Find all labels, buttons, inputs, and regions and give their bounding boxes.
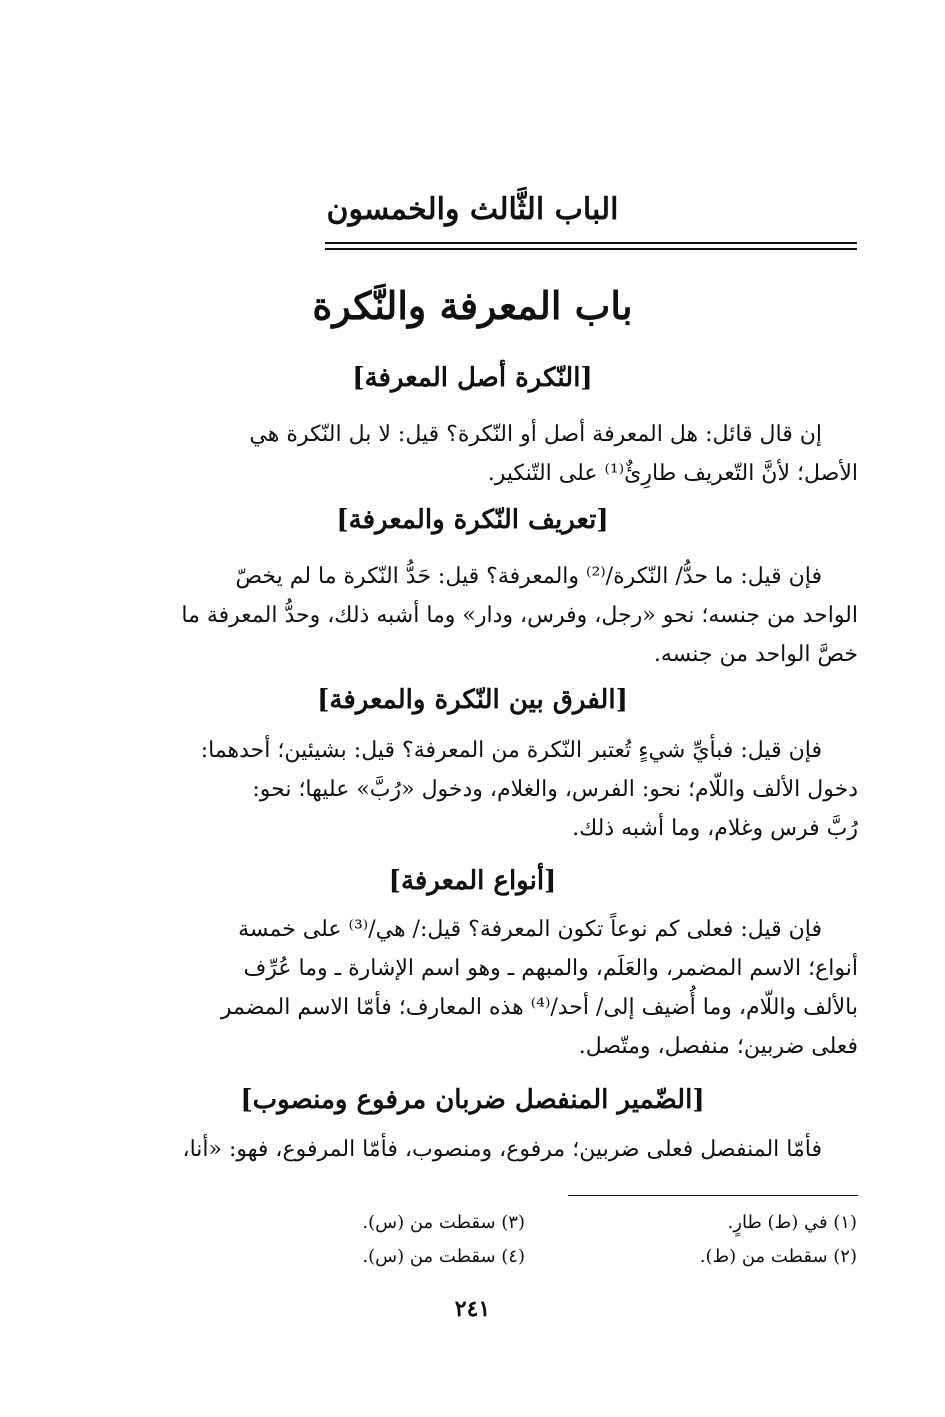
- text-line: فعلى ضربين؛ منفصل، ومتّصل.: [578, 1034, 858, 1059]
- page-number: ٢٤١: [454, 1296, 491, 1322]
- heading-anwa: [أنواع المعرفة]: [388, 866, 557, 896]
- heading-farq: [الفرق بين النّكرة والمعرفة]: [317, 685, 628, 715]
- paragraph-tarif: [88, 557, 858, 674]
- footnote-2: (٢) سقطت من (ط).: [699, 1246, 857, 1267]
- paragraph-nakira-asl: [88, 415, 858, 493]
- footnote-4: (٤) سقطت من (س).: [362, 1246, 525, 1267]
- text-line: دخول الألف واللّام؛ نحو: الفرس، والغلام، ودخول «رُبَّ» عليها؛ نحو:: [252, 777, 858, 802]
- text-line: فأمّا المنفصل فعلى ضربين؛ مرفوع، ومنصوب، فأمّا المرفوع، فهو: «أنا،: [182, 1137, 822, 1162]
- text-line: الواحد من جنسه؛ نحو «رجل، وفرس، ودار» وما أشبه ذلك، وحدُّ المعرفة ما: [181, 603, 858, 628]
- text-line: خصَّ الواحد من جنسه.: [653, 642, 858, 667]
- heading-tarif: [تعريف النّكرة والمعرفة]: [336, 505, 609, 535]
- text-line: أنواع؛ الاسم المضمر، والعَلَم، والمبهم ـ وهو اسم الإشارة ـ وما عُرِّف: [243, 956, 858, 981]
- heading-nakira-asl: [النّكرة أصل المعرفة]: [352, 363, 593, 393]
- text-line: الأصل؛ لأنَّ التّعريف طارِئٌ⁽¹⁾ على التّنكير.: [487, 461, 858, 486]
- footnote-rule: [568, 1195, 858, 1196]
- text-line: فإن قيل: فبأيِّ شيءٍ تُعتبر النّكرة من المعرفة؟ قيل: بشيئين؛ أحدهما:: [200, 738, 822, 763]
- text-line: بالألف واللّام، وما أُضيف إلى/ أحد/⁽⁴⁾ هذه المعارف؛ فأمّا الاسم المضمر: [220, 995, 858, 1020]
- paragraph-farq: [88, 731, 858, 848]
- text-line: رُبَّ فرس وغلام، وما أشبه ذلك.: [572, 816, 858, 841]
- paragraph-anwa: [88, 910, 858, 1066]
- text-line: فإن قيل: فعلى كم نوعاً تكون المعرفة؟ قيل:/ هي/⁽³⁾ على خمسة: [238, 917, 822, 942]
- chapter-title: الباب الثَّالث والخمسون: [326, 192, 619, 227]
- section-title: باب المعرفة والنَّكرة: [312, 283, 633, 328]
- title-double-rule: [325, 242, 857, 250]
- text-line: إن قال قائل: هل المعرفة أصل أو النّكرة؟ قيل: لا بل النّكرة هي: [249, 422, 822, 447]
- footnote-3: (٣) سقطت من (س).: [362, 1212, 525, 1233]
- footnote-1: (١) في (ط) طارٍ.: [727, 1212, 857, 1233]
- paragraph-damir: [88, 1130, 858, 1169]
- text-line: فإن قيل: ما حدُّ/ النّكرة/⁽²⁾ والمعرفة؟ قيل: حَدُّ النّكرة ما لم يخصّ: [235, 564, 822, 589]
- heading-damir: [الضّمير المنفصل ضربان مرفوع ومنصوب]: [240, 1085, 705, 1115]
